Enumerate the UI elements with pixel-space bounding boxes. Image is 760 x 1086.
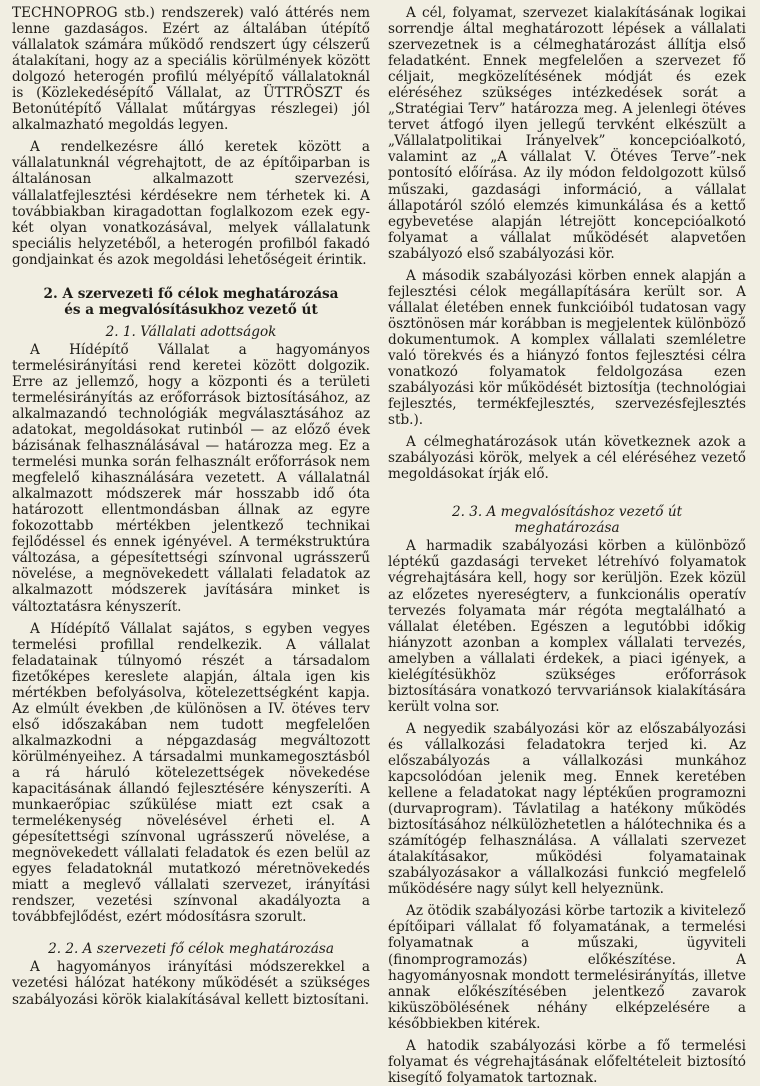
left-column	[12, 5, 370, 1063]
paragraph: A Hídépítő Vállalat sajátos, s egyben vegyes termelési profillal rendelkezik. A vállalat feladatainak túlnyomó részét a társadalom fizetőképes kereslete alapján, általa igen kis mértékben befolyásolva, kötelezettségként kapja. Az elmúlt években ,de különösen a IV. ötéves terv első időszakában nem tudott megfelelően alkalmazkodni a népgazdaság megváltozott körülményeihez. A társadalmi munkamegosztásból a rá háruló kötelezettségek növekedése kapacitásának állandó fejlesztésére kényszeríti. A munkaerőpiac szűkülése miatt ezt csak a termelékenység növelésével érheti el. A gépesítettségi színvonal ugrásszerű növelése, a megnövekedett vállalati feladatok és ezen belül az egyes feladatoknál mutatkozó méretnövekedés miatt a meglevő vállalati szervezet, irányítási rendszer, vezetési színvonal akadályozta a továbbfejlődést, ezért módosításra szorult.	[12, 620, 370, 926]
paragraph: TECHNOPROG stb.) rendszerek) való áttérés nem lenne gazdaságos. Ezért az általában útépítő vállalatok számára működő rendszert úgy célszerű átalakítani, hogy az a speciális körülmények között dolgozó heterogén profilú mélyépítő vállalatoknál is (Közlekedésépítő Vállalat, az ÜTTRÖSZT és Betonútépítő Vállalat műtárgyas részlegei) jól alkalmazható megoldás legyen.	[12, 5, 370, 134]
paragraph: A második szabályozási körben ennek alapján a fejlesztési célok megállapítására került sor. A vállalat életében ennek funkcióiból tudatosan vagy ösztönösen már korábban is megjelentek különböző dokumentumok. A komplex vállalati szemléletre való törekvés és a hiányzó fontos fejlesztési célra vonatkozó folyamatok feldolgozása ezen szabályozási kör működését biztosítja (technológiai fejlesztés, termékfejlesztés, szervezésfejlesztés stb.).	[388, 267, 746, 429]
paragraph: Az ötödik szabályozási körbe tartozik a kivitelező építőipari vállalat fő folyamatának, a termelési folyamatnak a műszaki, ügyviteli (finomprogramozás) előkészítése. A hagyományosnak mondott termelésirányítás, illetve annak előkészítésében jelentkező zavarok kiküszöbölésének néhány elképzelésére a későbbiekben kitérek.	[388, 903, 746, 1032]
paragraph: A rendelkezésre álló keretek között a vállalatunknál végrehajtott, de az építőiparban is általánosan alkalmazott szervezési, vállalatfejlesztési kérdésekre nem térhetek ki. A továbbiakban kiragadottan foglalkozom ezek egy-két olyan vonatkozásával, melyek vállalatunk speciális helyzetéből, a heterogén profilból fakadó gondjainkat és azok megoldási lehetőségeit érintik.	[12, 139, 370, 268]
paragraph: A harmadik szabályozási körben a különböző léptékű gazdasági terveket létrehívó folyamatok végrehajtására kell, hogy sor kerüljön. Ezek közül az előzetes nyereségterv, a funkcionális operatív tervezés folyamata már régóta megtalálható a vállalat életében. Egészen a legutóbbi időkig hiányzott azonban a komplex vállalati tervezés, amelyben a vállalati érdekek, a piaci igények, a kielégítésükhöz szükséges erőforrások biztosítására vonatkozó tervvariánsok kialakítására került volna sor.	[388, 538, 746, 715]
paragraph: A cél, folyamat, szervezet kialakításának logikai sorrendje által meghatározott lépések a vállalati szervezetnek is a célmeghatározást állítja első feladatként. Ennek megfelelően a szervezet fő céljait, megközelítésének módját és ezek eléréséhez szükséges intézkedések sorát a „Stratégiai Terv” határozza meg. A jelenlegi ötéves tervet átfogó ilyen jellegű tervként elkészült a „Vállalatpolitikai Irányelvek” koncepcióalkotó, valamint az „A vállalat V. Ötéves Terve”-nek pontosító előírása. Az ily módon feldolgozott külső műszaki, gazdasági információ, a vállalat állapotáról szóló elemzés kimunkálása és a kettő egybevetése alapján létrejött koncepcióalkotó folyamat a vállalat működését alapvetően szabályozó első szabályozási kör.	[388, 5, 746, 262]
paragraph: A negyedik szabályozási kör az előszabályozási és vállalkozási feladatokra terjed ki. Az előszabályozás a vállalkozási munkához kapcsolódóan jelenik meg. Ennek keretében kellene a feladatokat nagy léptékűen programozni (durvaprogram). Távlatilag a hatékony működés biztosításához nélkülözhetetlen a hálótechnika és a számítógép felhasználása. A vállalati szervezet átalakításakor, működési folyamatainak szabályozásakor a vállalkozási funkció megfelelő működésére nagy súlyt kell helyeznünk.	[388, 720, 746, 898]
paragraph: A hatodik szabályozási körbe a fő termelési folyamat és végrehajtásának előfeltételeit biztosító kisegítő folyamatok tartoznak.	[388, 1037, 746, 1086]
paragraph: A hagyományos irányítási módszerekkel a vezetési hálózat hatékony működését a szükséges szabályozási körök kialakításával kellett biztosítani.	[12, 959, 370, 1008]
subsection-heading-line: 2. 3. A megvalósításhoz vezető út	[451, 504, 683, 521]
paragraph: A Hídépítő Vállalat a hagyományos termelésirányítási rend keretei között dolgozik. Erre az jellemző, hogy a központi és a területi termelésirányítás az erőforrások biztosításához, az alkalmazandó technológiák megválasztásához az adatokat, megoldásokat rutinból — az előző évek bázisának felhasználásával — határozza meg. Ez a termelési munka során felhasznált erőforrások nem megfelelő kihasználására vezetett. A vállalatnál alkalmazott módszerek már hosszabb idő óta határozott ellentmondásban állnak az egyre fokozottabb mértékben jelentkező technikai fejlődéssel és ennek igényével. A termékstruktúra változása, a gépesítettségi színvonal ugrásszerű növelése, a megnövekedett vállalati feladatok az alkalmazott módszerek javítására minket is változtatásra kényszerít.	[12, 341, 370, 615]
subsection-heading: 2. 1. Vállalati adottságok	[105, 323, 277, 340]
section-heading-line: 2. A szervezeti fő célok meghatározása	[43, 285, 339, 302]
section-heading-line: és a megvalósításukhoz vezető út	[64, 301, 318, 318]
right-column	[388, 5, 746, 1086]
subsection-heading-line: meghatározása	[514, 520, 620, 537]
paragraph: A célmeghatározások után következnek azok a szabályozási körök, melyek a cél eléréséhez vezető megoldásokat írják elő.	[388, 434, 746, 483]
section-heading	[12, 286, 370, 318]
subsection-heading	[388, 504, 746, 536]
subsection-heading: 2. 2. A szervezeti fő célok meghatározása	[48, 941, 334, 958]
